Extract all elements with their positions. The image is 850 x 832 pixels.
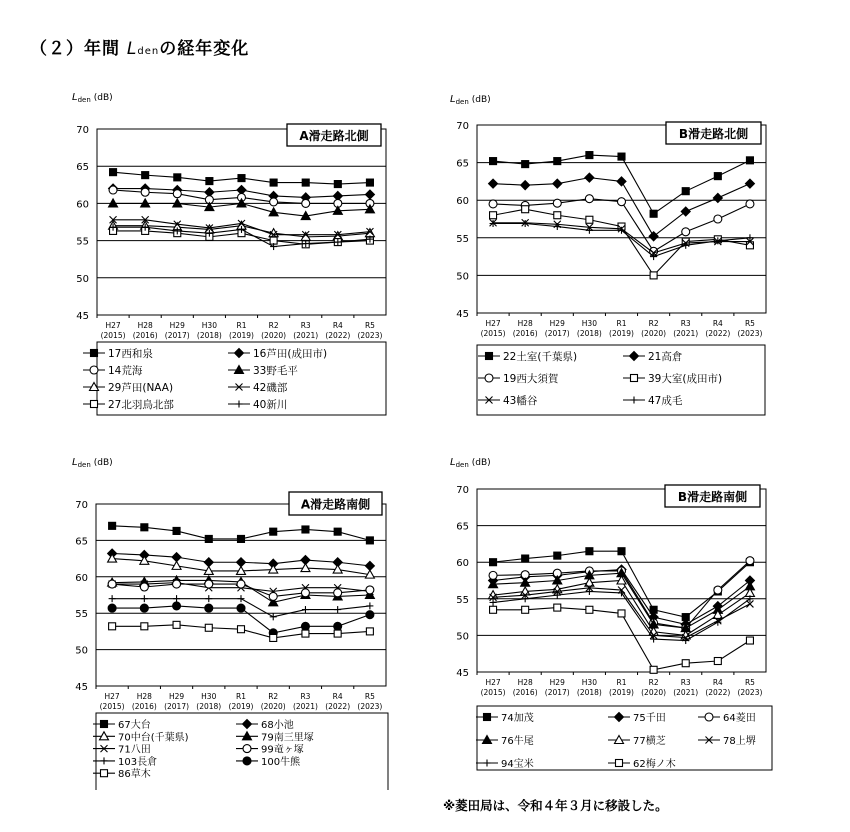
data-point <box>270 634 277 641</box>
legend-label: 27北羽鳥北部 <box>108 399 174 411</box>
data-point <box>553 199 561 207</box>
x-tick-year: (2017) <box>164 702 190 711</box>
data-point <box>237 580 245 588</box>
data-point <box>270 528 277 535</box>
data-point <box>746 557 754 565</box>
x-tick-label: H27 <box>105 321 121 330</box>
x-tick-label: H28 <box>517 319 533 328</box>
x-tick-label: R1 <box>236 321 247 330</box>
legend-label: 78上堺 <box>723 736 756 747</box>
y-axis-title <box>72 457 113 469</box>
data-point <box>682 660 689 667</box>
data-point <box>618 548 625 555</box>
y-tick-label: 70 <box>456 121 469 132</box>
legend-label: 64菱田 <box>723 713 756 724</box>
data-point <box>140 583 148 591</box>
y-axis-title-l: L <box>450 457 456 468</box>
y-tick-label: 50 <box>75 645 88 657</box>
data-point <box>334 622 342 630</box>
data-point <box>302 630 309 637</box>
y-tick-label: 50 <box>456 271 469 283</box>
legend-label: 39大室(成田市) <box>648 373 723 385</box>
data-point <box>522 206 529 213</box>
legend-marker <box>484 714 491 721</box>
x-tick-label: R5 <box>364 321 375 330</box>
data-point <box>746 242 753 249</box>
data-point <box>618 153 625 160</box>
data-point <box>173 190 181 198</box>
x-tick-year: (2018) <box>196 331 222 340</box>
x-tick-year: (2016) <box>131 702 157 711</box>
x-tick-year: (2023) <box>737 688 763 697</box>
x-tick-label: R3 <box>300 692 311 701</box>
data-point <box>174 174 181 181</box>
legend-label: 42磯部 <box>253 382 288 394</box>
legend-marker <box>91 350 98 357</box>
y-tick-label: 65 <box>76 162 89 174</box>
legend-label: 68小池 <box>261 720 294 731</box>
x-tick-label: R3 <box>680 678 691 687</box>
data-point <box>586 606 593 613</box>
x-tick-year: (2022) <box>325 702 351 711</box>
x-tick-label: R4 <box>712 678 723 687</box>
chart-1 <box>72 92 386 415</box>
data-point <box>650 272 657 279</box>
y-axis-title <box>72 92 113 104</box>
data-point <box>714 586 722 594</box>
data-point <box>140 604 148 612</box>
y-axis-title-sub: den <box>455 98 469 106</box>
data-point <box>618 198 626 206</box>
y-tick-label: 45 <box>456 668 469 679</box>
legend-label: 86草木 <box>118 769 151 781</box>
x-tick-year: (2021) <box>673 329 699 338</box>
y-axis-title-unit: (dB) <box>93 93 113 103</box>
x-tick-label: H30 <box>201 692 217 701</box>
legend-marker <box>101 721 108 728</box>
page-title-sub: den <box>137 46 160 57</box>
x-tick-year: (2020) <box>260 702 286 711</box>
x-tick-label: H30 <box>201 321 217 330</box>
chart-2 <box>450 94 766 415</box>
legend-marker <box>616 760 623 767</box>
y-tick-label: 45 <box>75 682 88 693</box>
data-point <box>682 188 689 195</box>
data-point <box>714 658 721 665</box>
data-point <box>366 537 373 544</box>
x-tick-year: (2019) <box>609 688 634 697</box>
legend-label: 22土室(千葉県) <box>503 351 578 363</box>
y-tick-label: 55 <box>456 594 469 606</box>
y-axis-title-sub: den <box>77 461 91 469</box>
data-point <box>270 198 278 206</box>
data-point <box>238 175 245 182</box>
x-tick-year: (2021) <box>292 702 318 711</box>
region-label: B滑走路北側 <box>678 127 749 141</box>
data-point <box>489 571 497 579</box>
legend-label: 103長倉 <box>118 756 158 768</box>
x-tick-label: R4 <box>332 321 343 330</box>
data-point <box>173 580 181 588</box>
legend-label: 17西和泉 <box>108 348 153 360</box>
x-tick-year: (2016) <box>132 331 158 340</box>
data-point <box>554 552 561 559</box>
data-point <box>366 611 374 619</box>
y-axis-title-sub: den <box>455 461 469 469</box>
data-point <box>522 606 529 613</box>
data-point <box>302 179 309 186</box>
x-tick-year: (2019) <box>609 329 634 338</box>
y-tick-label: 70 <box>75 500 88 511</box>
page-title-suffix: の経年変化 <box>159 39 250 59</box>
x-tick-year: (2018) <box>196 702 222 711</box>
legend-marker <box>243 745 251 753</box>
data-point <box>108 580 116 588</box>
data-point <box>586 548 593 555</box>
legend-marker <box>705 713 713 721</box>
data-point <box>682 228 690 236</box>
x-tick-label: R2 <box>268 692 279 701</box>
region-label: A滑走路南側 <box>300 497 371 512</box>
legend-marker <box>243 757 251 765</box>
legend-label: 76牛尾 <box>501 736 534 747</box>
y-tick-label: 65 <box>75 536 88 548</box>
data-point <box>142 172 149 179</box>
data-point <box>302 526 309 533</box>
x-tick-year: (2022) <box>705 688 731 697</box>
x-tick-year: (2018) <box>576 329 602 338</box>
legend-label: 79南三里塚 <box>261 732 314 744</box>
data-point <box>490 559 497 566</box>
y-tick-label: 60 <box>456 558 469 570</box>
data-point <box>586 216 593 223</box>
data-point <box>302 199 310 207</box>
x-tick-label: R3 <box>300 321 311 330</box>
x-tick-year: (2016) <box>512 688 538 697</box>
y-axis-title <box>450 94 491 106</box>
x-tick-label: H29 <box>549 319 565 328</box>
x-tick-label: R4 <box>712 319 723 328</box>
data-point <box>585 195 593 203</box>
data-point <box>489 200 497 208</box>
x-tick-label: H29 <box>549 678 565 687</box>
y-axis-title <box>450 457 491 469</box>
legend-marker <box>486 353 493 360</box>
y-axis-title-unit: (dB) <box>471 458 491 468</box>
legend-label: 100牛熊 <box>261 756 301 768</box>
x-tick-year: (2015) <box>480 688 506 697</box>
y-tick-label: 60 <box>456 196 469 208</box>
x-tick-year: (2019) <box>229 331 254 340</box>
x-tick-year: (2022) <box>325 331 351 340</box>
x-tick-year: (2020) <box>641 688 667 697</box>
x-tick-label: H29 <box>169 321 185 330</box>
x-tick-label: R1 <box>236 692 246 701</box>
y-tick-label: 65 <box>456 521 469 533</box>
data-point <box>270 237 277 244</box>
y-tick-label: 60 <box>75 572 88 584</box>
legend-label: 16芦田(成田市) <box>253 348 328 360</box>
x-tick-year: (2020) <box>261 331 287 340</box>
x-tick-label: R1 <box>616 319 627 328</box>
data-point <box>366 628 373 635</box>
data-point <box>522 161 529 168</box>
data-point <box>618 610 625 617</box>
x-tick-year: (2015) <box>480 329 506 338</box>
data-point <box>650 666 657 673</box>
legend-label: 94宝米 <box>501 759 534 770</box>
region-label: B滑走路南側 <box>677 490 748 504</box>
data-point <box>554 604 561 611</box>
legend-label: 62梅ノ木 <box>633 759 676 770</box>
x-tick-label: H29 <box>168 692 185 701</box>
data-point <box>238 626 245 633</box>
data-point <box>746 200 754 208</box>
data-point <box>173 621 180 628</box>
x-tick-year: (2016) <box>512 329 538 338</box>
y-axis-title-l: L <box>450 94 456 105</box>
x-tick-label: R5 <box>364 692 375 701</box>
legend-label: 33野毛平 <box>253 365 298 377</box>
legend-label: 70中台(千葉県) <box>118 732 189 744</box>
y-tick-label: 50 <box>76 273 89 285</box>
x-tick-year: (2020) <box>641 329 667 338</box>
y-tick-label: 55 <box>456 233 469 245</box>
data-point <box>237 604 245 612</box>
x-tick-label: H30 <box>581 319 597 328</box>
legend-label: 77横芝 <box>633 736 666 747</box>
legend-label: 75千田 <box>633 713 666 724</box>
legend-label: 43幡谷 <box>503 395 538 407</box>
data-point <box>173 602 181 610</box>
legend-label: 19西大須賀 <box>503 373 559 385</box>
x-tick-year: (2017) <box>544 688 570 697</box>
y-axis-title-unit: (dB) <box>471 95 491 105</box>
y-tick-label: 50 <box>456 631 469 643</box>
legend-label: 14荒海 <box>108 365 143 377</box>
data-point <box>205 604 213 612</box>
x-tick-year: (2023) <box>737 329 763 338</box>
x-tick-label: H28 <box>517 678 533 687</box>
x-tick-year: (2018) <box>576 688 602 697</box>
x-tick-label: H28 <box>136 692 152 701</box>
x-tick-year: (2015) <box>99 702 125 711</box>
data-point <box>270 179 277 186</box>
data-point <box>108 604 116 612</box>
legend-marker <box>485 374 493 382</box>
data-point <box>301 622 309 630</box>
x-tick-year: (2023) <box>357 331 383 340</box>
y-tick-label: 55 <box>76 236 89 248</box>
x-tick-year: (2021) <box>673 688 699 697</box>
data-point <box>714 215 722 223</box>
legend-label: 74加茂 <box>501 713 534 724</box>
legend-item <box>83 364 143 377</box>
data-point <box>586 152 593 159</box>
x-tick-label: R5 <box>744 319 755 328</box>
legend-label: 99竜ヶ塚 <box>261 744 304 756</box>
data-point <box>522 555 529 562</box>
y-tick-label: 65 <box>456 158 469 170</box>
legend-label: 71八田 <box>118 744 151 756</box>
data-point <box>334 589 342 597</box>
x-tick-label: H27 <box>104 692 120 701</box>
legend-label: 40新川 <box>253 399 288 411</box>
x-tick-label: R4 <box>332 692 343 701</box>
data-point <box>366 586 374 594</box>
x-tick-year: (2022) <box>705 329 731 338</box>
x-tick-year: (2021) <box>293 331 319 340</box>
legend-item <box>83 347 153 360</box>
data-point <box>173 527 180 534</box>
x-tick-year: (2015) <box>100 331 126 340</box>
y-axis-title-l: L <box>72 92 78 103</box>
data-point <box>490 158 497 165</box>
x-tick-label: H28 <box>137 321 153 330</box>
y-tick-label: 70 <box>456 485 469 496</box>
data-point <box>109 522 116 529</box>
page-title-l: L <box>126 39 138 59</box>
x-tick-label: H30 <box>581 678 597 687</box>
data-point <box>141 623 148 630</box>
legend-marker <box>90 366 98 374</box>
legend-marker <box>101 770 108 777</box>
y-axis-title-unit: (dB) <box>93 458 113 468</box>
data-point <box>206 178 213 185</box>
data-point <box>110 169 117 176</box>
data-point <box>746 157 753 164</box>
footnote: ※菱田局は、令和４年３月に移設した。 <box>443 798 668 813</box>
data-point <box>141 188 149 196</box>
x-tick-year: (2017) <box>164 331 190 340</box>
x-tick-label: R3 <box>680 319 691 328</box>
x-tick-label: R2 <box>268 321 279 330</box>
data-point <box>746 637 753 644</box>
x-tick-label: H27 <box>485 319 501 328</box>
legend-label: 21高倉 <box>648 351 683 363</box>
x-tick-label: H27 <box>485 678 501 687</box>
data-point <box>141 524 148 531</box>
data-point <box>554 158 561 165</box>
y-tick-label: 60 <box>76 199 89 211</box>
y-axis-title-sub: den <box>77 96 91 104</box>
y-tick-label: 70 <box>76 125 89 136</box>
data-point <box>334 630 341 637</box>
chart-3 <box>72 457 388 790</box>
legend-label: 47成毛 <box>648 395 683 407</box>
page-title-prefix: （２）年間 <box>30 39 127 59</box>
data-point <box>554 212 561 219</box>
chart-4 <box>450 457 772 770</box>
legend-label: 29芦田(NAA) <box>108 382 174 394</box>
data-point <box>650 210 657 217</box>
x-tick-label: R5 <box>744 678 755 687</box>
plot-frame <box>96 504 386 686</box>
data-point <box>205 624 212 631</box>
data-point <box>205 535 212 542</box>
y-tick-label: 55 <box>75 609 88 621</box>
data-point <box>490 606 497 613</box>
data-point <box>334 181 341 188</box>
legend-marker <box>91 401 98 408</box>
x-tick-label: R2 <box>648 678 659 687</box>
legend-marker <box>631 375 638 382</box>
data-point <box>714 173 721 180</box>
data-point <box>238 535 245 542</box>
data-point <box>269 592 277 600</box>
data-point <box>334 528 341 535</box>
data-point <box>109 186 117 194</box>
legend-label: 67大台 <box>118 720 151 731</box>
x-tick-label: R1 <box>616 678 627 687</box>
data-point <box>366 179 373 186</box>
y-tick-label: 45 <box>76 311 89 322</box>
data-point <box>205 580 213 588</box>
x-tick-year: (2017) <box>544 329 570 338</box>
x-tick-label: R2 <box>648 319 659 328</box>
x-tick-year: (2023) <box>357 702 383 711</box>
y-axis-title-l: L <box>72 457 78 468</box>
data-point <box>490 212 497 219</box>
data-point <box>109 623 116 630</box>
region-label: A滑走路北側 <box>299 129 369 143</box>
x-tick-year: (2019) <box>228 702 254 711</box>
y-tick-label: 45 <box>456 309 469 320</box>
data-point <box>301 589 309 597</box>
